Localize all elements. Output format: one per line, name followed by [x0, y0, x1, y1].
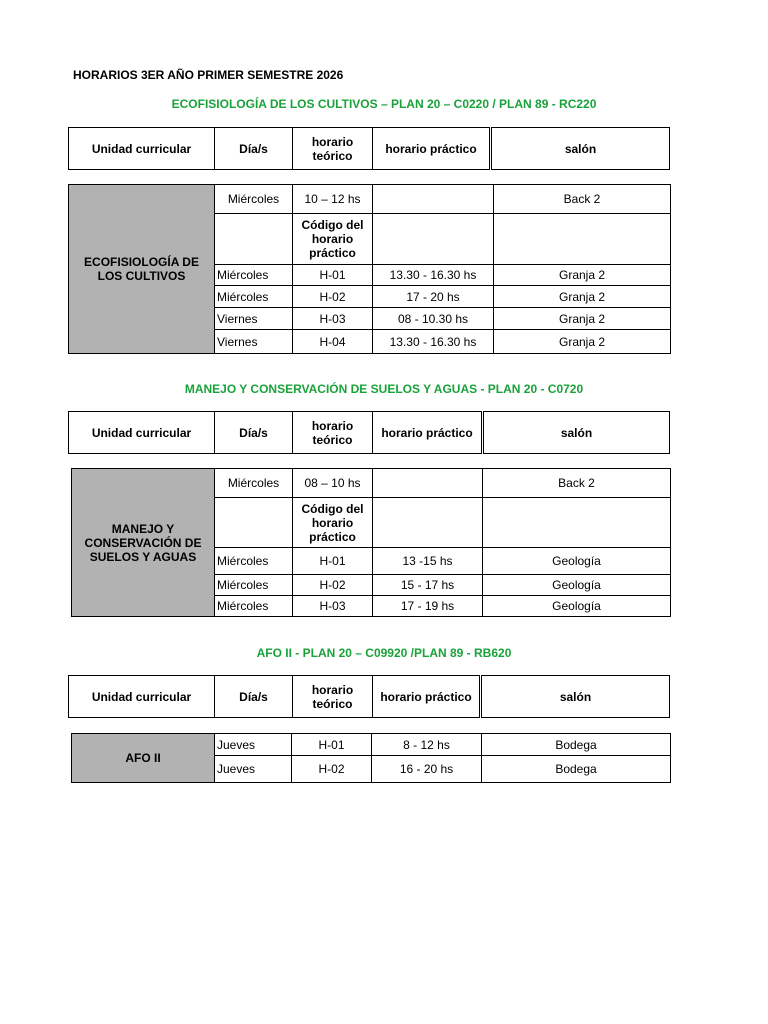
code-label: Código del horario práctico — [293, 498, 373, 548]
header-table-afo-ii — [68, 675, 670, 718]
row-time: 13 -15 hs — [373, 548, 483, 575]
empty-cell — [215, 214, 293, 265]
document-title: HORARIOS 3ER AÑO PRIMER SEMESTRE 2026 — [73, 68, 344, 82]
row-time: 13.30 - 16.30 hs — [373, 265, 494, 286]
schedule-table-manejo-suelos — [71, 468, 671, 617]
schedule-table-ecofisiologia — [68, 184, 671, 354]
unit-name: AFO II — [72, 734, 215, 783]
header-salon: salón — [483, 412, 670, 454]
header-salon: salón — [481, 676, 670, 718]
row-code: H-03 — [293, 308, 373, 330]
row-time: 15 - 17 hs — [373, 575, 483, 596]
row-day: Miércoles — [215, 596, 293, 617]
row-time: 08 - 10.30 hs — [373, 308, 494, 330]
row-room: Geología — [483, 596, 671, 617]
theory-day: Miércoles — [215, 469, 293, 498]
header-unidad: Unidad curricular — [69, 412, 215, 454]
row-day: Miércoles — [215, 265, 293, 286]
theory-day: Miércoles — [215, 185, 293, 214]
unit-name: MANEJO Y CONSERVACIÓN DE SUELOS Y AGUAS — [72, 469, 215, 617]
theory-time: 10 – 12 hs — [293, 185, 373, 214]
section-title-afo-ii: AFO II - PLAN 20 – C09920 /PLAN 89 - RB620 — [256, 646, 512, 660]
row-day: Miércoles — [215, 548, 293, 575]
table-row — [72, 469, 671, 498]
header-dias: Día/s — [215, 128, 293, 170]
row-time: 8 - 12 hs — [372, 734, 482, 756]
row-time: 17 - 20 hs — [373, 286, 494, 308]
row-day: Viernes — [215, 330, 293, 354]
row-room: Bodega — [482, 756, 671, 783]
header-practico: horario práctico — [373, 128, 491, 170]
row-code: H-04 — [293, 330, 373, 354]
row-room: Bodega — [482, 734, 671, 756]
row-day: Jueves — [215, 734, 292, 756]
row-code: H-01 — [293, 265, 373, 286]
row-room: Geología — [483, 548, 671, 575]
header-practico: horario práctico — [373, 676, 481, 718]
header-teorico: horario teórico — [293, 676, 373, 718]
unit-name: ECOFISIOLOGÍA DE LOS CULTIVOS — [69, 185, 215, 354]
row-time: 16 - 20 hs — [372, 756, 482, 783]
header-unidad: Unidad curricular — [69, 676, 215, 718]
row-time: 17 - 19 hs — [373, 596, 483, 617]
row-code: H-01 — [292, 734, 372, 756]
header-teorico: horario teórico — [293, 128, 373, 170]
table-row — [69, 185, 671, 214]
row-code: H-02 — [292, 756, 372, 783]
row-code: H-02 — [293, 286, 373, 308]
header-salon: salón — [491, 128, 670, 170]
theory-room: Back 2 — [494, 185, 671, 214]
header-teorico: horario teórico — [293, 412, 373, 454]
row-day: Miércoles — [215, 575, 293, 596]
row-code: H-03 — [293, 596, 373, 617]
row-code: H-02 — [293, 575, 373, 596]
theory-room: Back 2 — [483, 469, 671, 498]
row-day: Jueves — [215, 756, 292, 783]
header-unidad: Unidad curricular — [69, 128, 215, 170]
header-dias: Día/s — [215, 676, 293, 718]
row-time: 13.30 - 16.30 hs — [373, 330, 494, 354]
empty-cell — [373, 185, 494, 214]
row-room: Granja 2 — [494, 265, 671, 286]
row-room: Granja 2 — [494, 308, 671, 330]
row-code: H-01 — [293, 548, 373, 575]
row-room: Granja 2 — [494, 330, 671, 354]
code-label: Código del horario práctico — [293, 214, 373, 265]
empty-cell — [215, 498, 293, 548]
section-title-manejo-suelos: MANEJO Y CONSERVACIÓN DE SUELOS Y AGUAS - PLAN 20 - C0720 — [184, 382, 584, 396]
row-day: Miércoles — [215, 286, 293, 308]
empty-cell — [483, 498, 671, 548]
row-room: Geología — [483, 575, 671, 596]
empty-cell — [373, 469, 483, 498]
theory-time: 08 – 10 hs — [293, 469, 373, 498]
header-table-manejo-suelos — [68, 411, 670, 454]
header-practico: horario práctico — [373, 412, 483, 454]
row-room: Granja 2 — [494, 286, 671, 308]
header-table-ecofisiologia — [68, 127, 670, 170]
header-dias: Día/s — [215, 412, 293, 454]
table-row — [72, 734, 671, 756]
schedule-table-afo-ii — [71, 733, 671, 783]
section-title-ecofisiologia: ECOFISIOLOGÍA DE LOS CULTIVOS – PLAN 20 – C0220 / PLAN 89 - RC220 — [171, 97, 597, 111]
row-day: Viernes — [215, 308, 293, 330]
empty-cell — [373, 214, 494, 265]
empty-cell — [494, 214, 671, 265]
empty-cell — [373, 498, 483, 548]
